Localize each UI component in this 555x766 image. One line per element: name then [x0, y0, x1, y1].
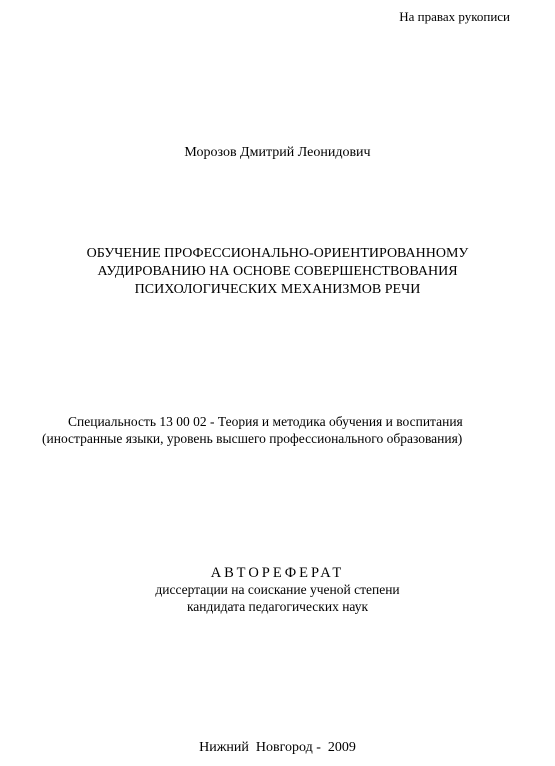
dissertation-title — [0, 245, 555, 299]
document-type-label: АВТОРЕФЕРАТ — [210, 565, 345, 581]
document-type-line-1: диссертации на соискание ученой степени — [155, 582, 400, 597]
document-type-line-2: кандидата педагогических наук — [186, 599, 369, 614]
author-name: Морозов Дмитрий Леонидович — [184, 145, 371, 160]
place-and-year: Нижний Новгород - 2009 — [199, 740, 356, 755]
specialty-line-2: (иностранные языки, уровень высшего профессионального образования) — [42, 431, 463, 446]
title-line-1: ОБУЧЕНИЕ ПРОФЕССИОНАЛЬНО-ОРИЕНТИРОВАННОМУ — [86, 246, 469, 261]
title-line-2: АУДИРОВАНИЮ НА ОСНОВЕ СОВЕРШЕНСТВОВАНИЯ — [97, 264, 458, 279]
title-line-3: ПСИХОЛОГИЧЕСКИХ МЕХАНИЗМОВ РЕЧИ — [134, 282, 421, 297]
manuscript-note: На правах рукописи — [399, 9, 510, 24]
specialty-line-1: Специальность 13 00 02 - Теория и методика обучения и воспитания — [68, 414, 463, 429]
